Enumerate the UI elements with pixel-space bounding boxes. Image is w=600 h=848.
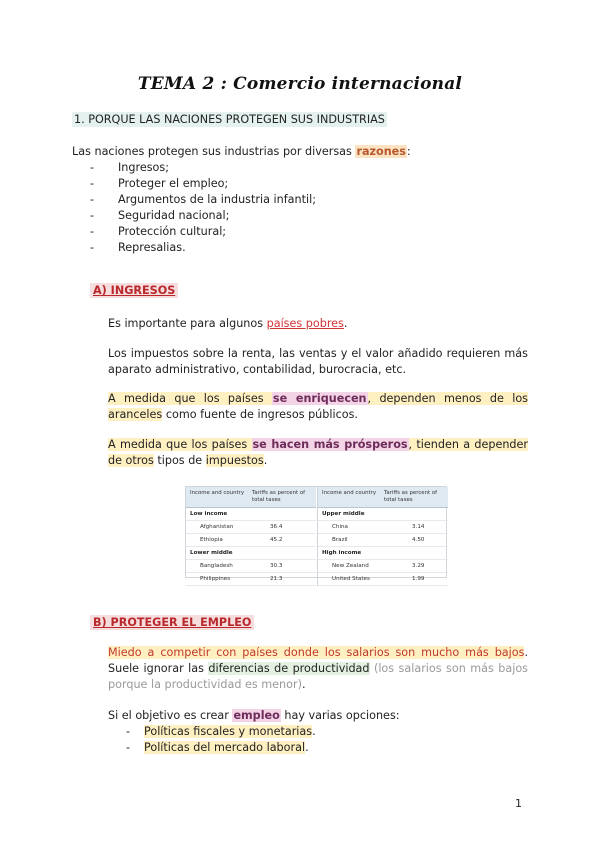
table-row: Lower middle (186, 547, 316, 560)
empleo-highlight: empleo (233, 709, 280, 722)
paragraph-miedo-line2: Suele ignorar las diferencias de productividad (los salarios son más bajos (108, 662, 529, 675)
table-row: China 3.14 (318, 521, 448, 534)
table-row: Bangladesh 30.3 (186, 560, 316, 573)
table-header: Income and country Tariffs as percent of total taxes (318, 487, 448, 508)
table-row: Low income (186, 508, 316, 521)
tariffs-table-left (186, 487, 316, 586)
table-row: Afghanistan 36.4 (186, 521, 316, 534)
table-header: Income and country Tariffs as percent of total taxes (186, 487, 316, 508)
table-row: New Zealand 3.29 (318, 560, 448, 573)
intro-line (72, 144, 411, 160)
table-row: High income (318, 547, 448, 560)
paragraph-miedo-line1: Miedo a competir con países donde los salarios son mucho más bajos. (108, 646, 528, 659)
intro-colon: : (406, 145, 411, 158)
enriquecen-highlight: se enriquecen (272, 392, 367, 405)
paragraph-miedo-line3: porque la productividad es menor). (108, 678, 306, 691)
section-heading-1: 1. PORQUE LAS NACIONES PROTEGEN SUS INDUSTRIAS (74, 113, 385, 126)
intro-highlight: razones (356, 145, 406, 158)
section-heading-ingresos: A) INGRESOS (90, 283, 178, 298)
paragraph-impuestos-line2: aparato administrativo, contabilidad, burocracia, etc. (108, 363, 407, 376)
paragraph-prosperos-line2: de otros tipos de impuestos. (108, 454, 268, 467)
tariffs-table (185, 486, 447, 582)
page-title: TEMA 2 : Comercio internacional (137, 74, 463, 94)
paragraph-objetivo: Si el objetivo es crear empleo hay varias opciones: (108, 709, 400, 722)
list-item: - Proteger el empleo; (90, 177, 229, 190)
paragraph-prosperos-line1: A medida que los países se hacen más prósperos, tienden a depender (108, 438, 529, 451)
paragraph-enriquecen-line2: aranceles como fuente de ingresos públicos. (108, 408, 358, 421)
paragraph-enriquecen-line1: A medida que los países se enriquecen, dependen menos de los (108, 392, 528, 405)
intro-text: Las naciones protegen sus industrias por diversas (72, 145, 356, 158)
prosperos-highlight: se hacen más prósperos (252, 438, 408, 451)
section-heading-empleo: B) PROTEGER EL EMPLEO (90, 615, 254, 630)
productividad-highlight: diferencias de productividad (208, 662, 370, 675)
list-item: - Políticas fiscales y monetarias. (126, 725, 316, 738)
table-row: Brazil 4.50 (318, 534, 448, 547)
list-item: - Ingresos; (90, 161, 169, 174)
list-item: - Represalias. (90, 241, 186, 254)
paragraph-impuestos-line1: Los impuestos sobre la renta, las ventas y el valor añadido requieren más (108, 347, 528, 360)
list-item: - Protección cultural; (90, 225, 227, 238)
table-row: Philippines 21.3 (186, 573, 316, 586)
page-number: 1 (515, 797, 522, 810)
tariffs-table-right (317, 487, 448, 586)
list-item: - Argumentos de la industria infantil; (90, 193, 316, 206)
paises-pobres-highlight: países pobres (266, 317, 344, 330)
list-item: - Políticas del mercado laboral. (126, 741, 309, 754)
list-item: - Seguridad nacional; (90, 209, 230, 222)
table-row: Upper middle (318, 508, 448, 521)
table-row: Ethiopia 45.2 (186, 534, 316, 547)
table-row: United States 1.99 (318, 573, 448, 586)
paragraph-paises-pobres: Es importante para algunos países pobres. (108, 317, 348, 330)
